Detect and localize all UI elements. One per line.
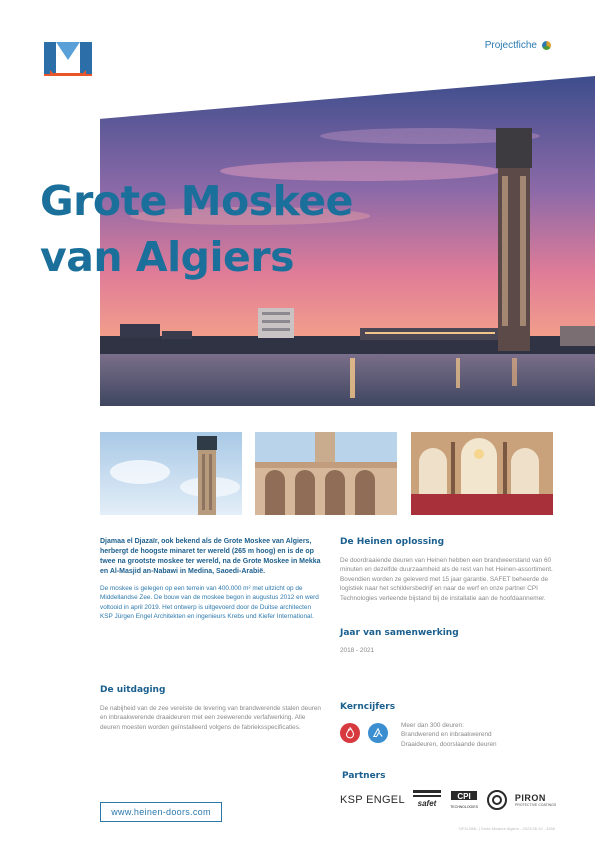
thumbnail-arcade xyxy=(255,432,397,515)
key-figures-row xyxy=(340,721,570,749)
piron-icon xyxy=(487,790,507,810)
projectfiche-label xyxy=(485,40,551,51)
thumbnail-interior xyxy=(411,432,553,515)
key-figures-lines xyxy=(401,721,497,749)
projectfiche-text: Projectfiche xyxy=(484,40,537,51)
solution-body: De doordraaiende deuren van Heinen hebben een brandweerstand van 60 minuten en dezelfde duurzaamheid als de rest van het Heinen-assortiment. Bovendien worden ze geleverd met 15 jaar garantie. SAFET beheerde de logistiek naar het schildersbedrijf en naar de werf en onze partner CPI Technologies verleende bijstand bij de installatie aan de hoofdaannemer. xyxy=(340,557,553,602)
solution-section xyxy=(340,537,556,603)
intro-section xyxy=(100,537,322,622)
challenge-section xyxy=(100,685,322,732)
key-figure-line: Draaideuren, doorslaande deuren xyxy=(401,740,497,748)
piron-logo-text: PIRON xyxy=(514,793,546,803)
cpi-technologies-logo xyxy=(449,789,479,811)
challenge-body: De nabijheid van de zee vereiste de levering van brandwerende stalen deuren en inbraakwerende draaideuren met een zeewerende verfafwerking. Alle deuren moesten worden geïnstalleerd volgens de fabrieksspecificaties. xyxy=(100,705,321,731)
tricolor-dot-icon xyxy=(542,41,551,50)
safet-logo-text: safet xyxy=(417,799,437,808)
key-figure-line: Brandwerend en inbraakwerend xyxy=(401,731,492,739)
key-figure-line: Meer dan 300 deuren: xyxy=(401,722,464,729)
key-figures-heading: Kerncijfers xyxy=(340,702,396,712)
piron-logo xyxy=(515,793,556,807)
challenge-heading: De uitdaging xyxy=(100,685,166,695)
cpi-logo-subtext: TECHNOLOGIES xyxy=(449,805,478,809)
ksp-engel-logo: KSP ENGEL xyxy=(340,794,405,806)
key-figures-section xyxy=(340,702,570,749)
partners-heading: Partners xyxy=(342,771,386,781)
cooperation-years: 2018 - 2021 xyxy=(340,647,375,654)
title-line-2: van Algiers xyxy=(40,233,294,281)
partners-logos xyxy=(340,788,570,812)
title-line-1: Grote Moskee xyxy=(40,177,353,225)
page-title xyxy=(40,173,440,285)
thumbnail-minaret xyxy=(100,432,242,515)
cpi-logo-text: CPI xyxy=(457,792,471,801)
piron-logo-subtext: PROTECTIVE COATINGS xyxy=(514,803,557,807)
fire-icon xyxy=(340,723,360,743)
safet-logo xyxy=(413,790,441,810)
intro-body: De moskee is gelegen op een terrein van 400.000 m² met uitzicht op de Middellandse Zee. De bouw van de moskee begon in augustus 2012 en werd voltooid in april 2019. Het ontwerp is uitgevoerd door de Duitse architecten KSP Jürgen Engel Architekten en ingenieurs Krebs und Kiefer International. xyxy=(100,585,319,621)
cooperation-section xyxy=(340,628,459,654)
cooperation-heading: Jaar van samenwerking xyxy=(340,628,459,638)
document-code: DPG-NML | Grote Moskee Algiers - 2023.06.19 - 3456 xyxy=(459,826,555,831)
intro-lead: Djamaa el Djazaïr, ook bekend als de Grote Moskee van Algiers, herbergt de hoogste minaret ter wereld (265 m hoog) en is de op twee na grootste moskee ter wereld, na de Grote Moskee in Mekka en Al-Masjid an-Nabawi in Medina, Saoedi-Arabië. xyxy=(100,538,321,575)
website-link[interactable]: www.heinen-doors.com xyxy=(100,802,222,822)
solution-heading: De Heinen oplossing xyxy=(340,537,445,547)
key-figures-icons xyxy=(340,723,388,743)
security-icon xyxy=(368,723,388,743)
